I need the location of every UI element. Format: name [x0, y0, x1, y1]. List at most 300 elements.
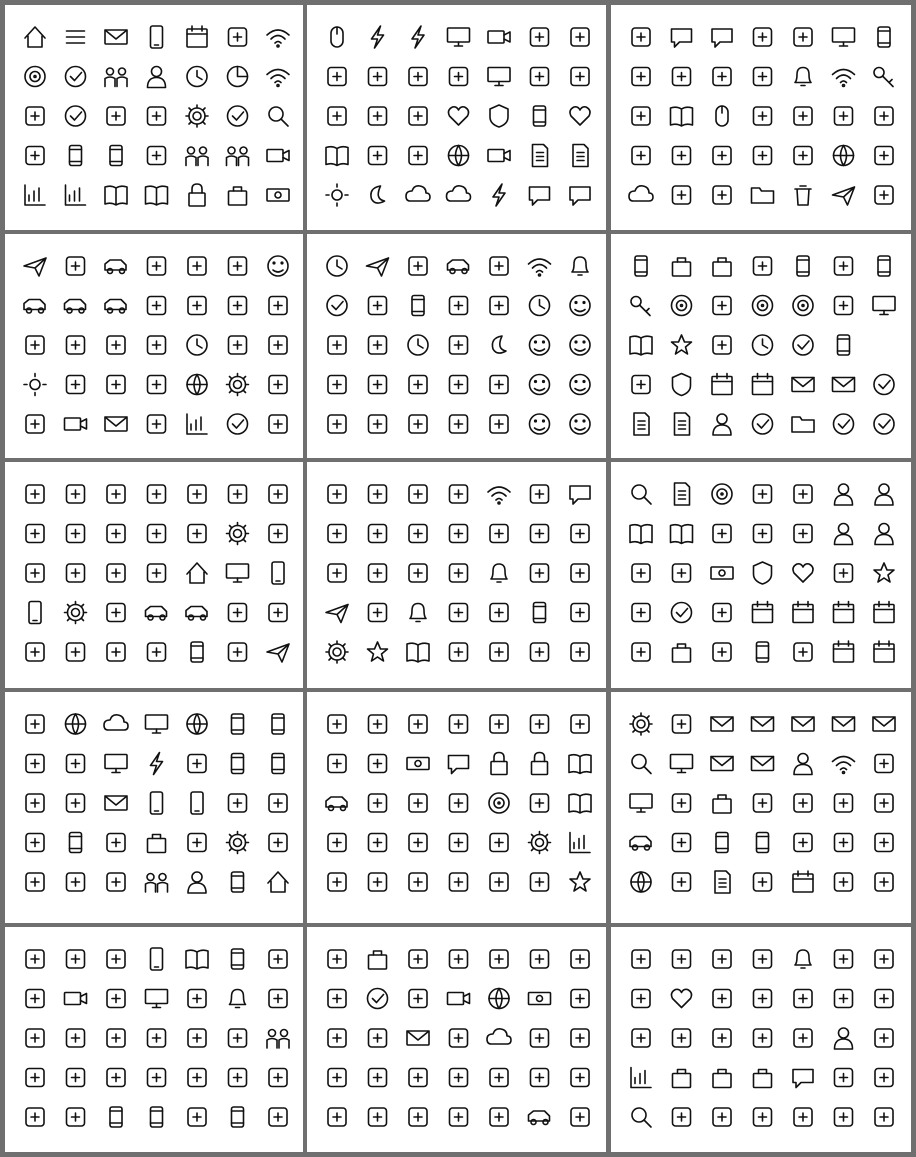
broom-icon [875, 834, 893, 852]
target-arrow-icon [712, 484, 732, 504]
lighthouse-icon [268, 872, 288, 892]
awareness-ribbon-icon [26, 950, 44, 968]
clipboard-check-icon [874, 414, 894, 434]
burst-icon [326, 641, 348, 663]
moon-icon [371, 186, 385, 203]
newspaper-icon [186, 950, 208, 969]
spine-icon [673, 1029, 691, 1047]
can-icon [110, 1107, 122, 1127]
panel-2-1-icons [5, 234, 303, 458]
calendar-star-icon [874, 602, 894, 623]
face-mask-icon [268, 256, 288, 276]
snail-icon [490, 873, 508, 891]
handbag-icon [148, 835, 166, 853]
layers-icon [328, 376, 346, 394]
calendar-heart-icon [793, 602, 813, 623]
checklist-pencil-icon [672, 603, 692, 623]
compass-icon [631, 872, 651, 892]
panel-3-3-icons [611, 462, 911, 688]
ruler-icon [229, 297, 247, 315]
diploma-icon [671, 525, 693, 544]
panel-1-1 [5, 5, 303, 230]
partly-cloudy-icon [447, 186, 471, 201]
pants-icon [229, 1029, 247, 1047]
ruler-icon [148, 147, 166, 165]
bed-icon [26, 834, 44, 852]
music-note-icon [107, 376, 125, 394]
pea-pod-icon [754, 950, 772, 968]
panel-2-1 [5, 234, 303, 458]
mailbox-icon [105, 796, 127, 810]
crossed-hammers-icon [409, 564, 427, 582]
baby-stroller-icon [490, 715, 508, 733]
pagoda-icon [794, 1108, 812, 1126]
car-battery-icon [448, 260, 469, 274]
spring-icon [754, 794, 772, 812]
calendar-add-icon [712, 374, 732, 395]
user-sound-icon [833, 757, 855, 774]
panel-3-1-icons [5, 462, 303, 688]
night-icon [492, 336, 506, 353]
sun-icon [326, 184, 348, 206]
panel-2-2-icons [307, 234, 606, 458]
laurel-wreath-icon [835, 564, 853, 582]
t-shirt-icon [107, 1029, 125, 1047]
flashlight-icon [794, 643, 812, 661]
laptop-icon [833, 28, 855, 46]
helicopter-icon [328, 525, 346, 543]
mail-refresh-icon [711, 717, 733, 731]
anchor-icon [369, 376, 387, 394]
paper-clip-icon [148, 376, 166, 394]
panel-4-1-icons [5, 692, 303, 923]
headphones-icon [632, 147, 650, 165]
skull-icon [67, 564, 85, 582]
sword-icon [450, 525, 468, 543]
suitcase-icon [713, 258, 731, 276]
scales-icon [632, 643, 650, 661]
paper-plane-icon [24, 258, 46, 276]
folder-icon [752, 188, 774, 203]
panel-3-2-icons [307, 462, 606, 688]
hand-icon [328, 107, 346, 125]
ram-module-icon [107, 990, 125, 1008]
sprinkler-icon [531, 525, 549, 543]
browser-settings-icon [630, 713, 652, 735]
tractor-icon [326, 797, 347, 811]
projector-icon [65, 993, 87, 1005]
file-add-icon [634, 413, 649, 435]
file-icon [675, 413, 690, 435]
chat-bubble-icon [530, 187, 550, 205]
domino-icon [835, 1108, 853, 1126]
antenna-icon [488, 487, 510, 504]
shield-icon [490, 105, 508, 127]
chat-bubbles-icon [570, 187, 590, 205]
user-check-icon [753, 414, 773, 434]
airplane-icon [367, 258, 389, 276]
mountains-icon [632, 107, 650, 125]
download-icon [409, 68, 427, 86]
footprints-icon [713, 643, 731, 661]
glasses-icon [757, 833, 769, 853]
cleaver-icon [369, 564, 387, 582]
frown-icon [570, 375, 590, 395]
lock-icon [189, 184, 205, 206]
can-icon [151, 1107, 163, 1127]
panel-3-2 [307, 462, 606, 688]
thumbs-down-icon [794, 28, 812, 46]
stop-hand-icon [490, 297, 508, 315]
rotate-icon [673, 834, 691, 852]
disc-icon [834, 146, 854, 166]
chevrons-up-icon [409, 873, 427, 891]
rank-chevrons-icon [450, 873, 468, 891]
laptop-settings-icon [65, 602, 87, 624]
stereo-icon [67, 1029, 85, 1047]
price-tag-icon [369, 107, 387, 125]
mortar-pestle-icon [369, 715, 387, 733]
shield-icon [673, 374, 691, 396]
checklist-icon [368, 989, 388, 1009]
panel-1-2-icons [307, 5, 606, 230]
uterus-icon [713, 1029, 731, 1047]
chest-icon [369, 873, 387, 891]
boxing-glove-icon [67, 950, 85, 968]
safe-icon [531, 950, 549, 968]
service-bell-icon [572, 257, 588, 275]
document-search-icon [632, 1108, 651, 1127]
keypad-icon [631, 297, 650, 316]
calendar-refresh-icon [834, 641, 854, 662]
truck-icon [186, 607, 207, 621]
leaves-icon [67, 525, 85, 543]
bell-pepper-icon [795, 950, 811, 968]
computer-icon [227, 564, 249, 582]
search-icon [269, 107, 288, 126]
badge-icon [148, 257, 166, 275]
gauge-mid-icon [369, 415, 387, 433]
certificate-icon [630, 525, 652, 544]
smartphone-icon [272, 562, 284, 584]
winter-hat-icon [188, 1029, 206, 1047]
network-icon [188, 834, 206, 852]
chart-window-icon [570, 833, 590, 853]
barcode-icon [571, 715, 589, 733]
cash-icon [407, 758, 429, 770]
bell-icon [795, 68, 811, 86]
phone-settings-icon [191, 792, 203, 814]
satellite-dish-icon [450, 485, 468, 503]
crossed-swords-icon [490, 525, 508, 543]
pencil-icon [713, 604, 731, 622]
lightbulb-icon [107, 950, 125, 968]
birthday-cake-icon [269, 415, 287, 433]
skip-forward-icon [26, 485, 44, 503]
laptop-bolt-icon [151, 753, 163, 775]
table-lamp-icon [188, 257, 206, 275]
steering-wheel-icon [229, 1069, 247, 1087]
dice-icon [713, 1108, 731, 1126]
plant-pot-icon [328, 755, 346, 773]
banana-icon [490, 1069, 508, 1087]
sun-half-icon [24, 374, 46, 396]
watermelon-icon [531, 1029, 549, 1047]
nurse-icon [875, 524, 893, 545]
globe-stand-icon [489, 989, 509, 1009]
shopping-bag-icon [673, 644, 691, 662]
zoom-icon [632, 485, 651, 504]
spiral-target-icon [489, 793, 509, 813]
telescope-icon [148, 1069, 166, 1087]
award-ribbon-icon [328, 68, 346, 86]
drink-cup-icon [110, 146, 122, 166]
checkbox-icon [66, 106, 86, 126]
wink-icon [530, 414, 550, 434]
ticket-icon [711, 567, 733, 579]
hard-drive-icon [188, 990, 206, 1008]
hair-dryer-icon [269, 834, 287, 852]
lungs-icon [794, 794, 812, 812]
flash-drive-icon [632, 376, 650, 394]
heart-organ-icon [672, 989, 692, 1007]
mountain-flag-icon [673, 564, 691, 582]
panel-3-1 [5, 462, 303, 688]
share-icon [450, 68, 468, 86]
paw-icon [369, 794, 387, 812]
panel-2-2 [307, 234, 606, 458]
ear-icon [875, 873, 893, 891]
office-building-icon [754, 525, 772, 543]
panel-5-3 [611, 927, 911, 1152]
beer-glass-icon [635, 256, 647, 276]
browser-window-icon [873, 297, 895, 315]
coins-icon [188, 755, 206, 773]
corn-icon [713, 950, 731, 968]
bone-icon [835, 990, 853, 1008]
eye-icon [450, 834, 468, 852]
calendar-bell-icon [834, 602, 854, 623]
user-add-icon [713, 414, 731, 435]
lollipop-icon [754, 873, 772, 891]
mute-icon [571, 604, 589, 622]
mushroom-icon [490, 950, 508, 968]
wallet-icon [529, 993, 551, 1005]
document-check-icon [874, 375, 894, 395]
lightbulb-icon [369, 68, 387, 86]
24-hours-icon [450, 643, 468, 661]
shield-check-icon [228, 106, 248, 126]
panel-4-2-icons [307, 692, 606, 923]
battery-full-icon [490, 257, 508, 275]
sprout-icon [328, 715, 346, 733]
panel-5-3-icons [611, 927, 911, 1152]
surprised-icon [530, 375, 550, 395]
thermometer-icon [229, 257, 247, 275]
game-controller-icon [67, 336, 85, 354]
microphone-icon [369, 147, 387, 165]
bug-icon [188, 1069, 206, 1087]
ufo-icon [328, 950, 346, 968]
scissors-icon [875, 147, 893, 165]
safe-icon [531, 794, 549, 812]
first-aid-kit-icon [673, 258, 691, 276]
volcano-icon [757, 642, 769, 662]
external-link-icon [269, 485, 287, 503]
dizzy-face-icon [570, 414, 590, 434]
map-pin-icon [671, 107, 693, 126]
cube-icon [148, 297, 166, 315]
target-icon [753, 296, 773, 316]
beer-mug-icon [412, 296, 424, 316]
skull-crossbones-icon [26, 564, 44, 582]
envelope-fast-icon [407, 1031, 429, 1045]
energy-can-icon [232, 714, 244, 734]
headset-icon [148, 107, 166, 125]
alarm-icon [408, 335, 428, 355]
utensils-icon [328, 990, 346, 1008]
mail-add-icon [873, 717, 895, 731]
sad-icon [570, 335, 590, 355]
palette-icon [835, 297, 853, 315]
storm-cloud-icon [493, 184, 505, 206]
soda-can-icon [232, 754, 244, 774]
webcam-icon [448, 993, 470, 1005]
panel-5-2-icons [307, 927, 606, 1152]
pineapple-icon [571, 1029, 589, 1047]
book-icon [569, 794, 591, 813]
calculator-icon [490, 376, 508, 394]
compass-icon [187, 375, 207, 395]
user-settings-icon [188, 872, 206, 893]
pen-tablet-icon [269, 950, 287, 968]
menu-icon [67, 31, 85, 43]
usb-plug-icon [571, 68, 589, 86]
grapes-icon [369, 1108, 387, 1126]
orange-slice-icon [450, 1108, 468, 1126]
router-icon [673, 147, 691, 165]
phone-ring-icon [875, 755, 893, 773]
target-icon [793, 296, 813, 316]
soda-cup-icon [797, 256, 809, 276]
trash-icon [795, 186, 811, 205]
sedan-icon [65, 300, 86, 314]
dumbbell-icon [410, 604, 426, 622]
lemon-icon [409, 1108, 427, 1126]
sliders-icon [875, 107, 893, 125]
no-entry-icon [328, 834, 346, 852]
soda-can-icon [272, 714, 284, 734]
soda-can-icon [70, 833, 82, 853]
virus-icon [227, 374, 249, 396]
music-note-icon [26, 755, 44, 773]
crown-icon [794, 834, 812, 852]
wrench-icon [632, 28, 650, 46]
gem-icon [369, 834, 387, 852]
mail-icon [792, 378, 814, 392]
television-icon [488, 68, 510, 86]
gear-sun-icon [529, 832, 551, 854]
panel-1-2 [307, 5, 606, 230]
mail-check-icon [833, 378, 855, 392]
film-reel-icon [66, 714, 86, 734]
skateboard-icon [269, 794, 287, 812]
chicken-leg-icon [875, 950, 893, 968]
brain-icon [632, 990, 650, 1008]
home-icon [25, 27, 45, 47]
panel-4-2 [307, 692, 606, 923]
globe-icon [449, 146, 469, 166]
shooting-star-icon [570, 872, 590, 891]
voicemail-icon [105, 417, 127, 431]
hourglass-icon [534, 106, 546, 126]
panel-5-1 [5, 927, 303, 1152]
piggy-bank-icon [369, 485, 387, 503]
fishing-rod-icon [632, 564, 650, 582]
fishing-hook-icon [450, 715, 468, 733]
coffee-cup-icon [878, 256, 890, 276]
boot-icon [67, 1069, 85, 1087]
shopping-bag-icon [229, 187, 247, 205]
panel-1-3 [611, 5, 911, 230]
puzzle-piece-icon [148, 336, 166, 354]
mail-search-icon [711, 757, 733, 771]
documents-icon [573, 145, 588, 167]
fish-icon [26, 336, 44, 354]
alarm-clock-icon [530, 296, 550, 316]
cast-icon [571, 28, 589, 46]
lightning-icon [372, 26, 384, 48]
curved-monitor-icon [146, 990, 168, 1008]
seal-check-icon [327, 296, 347, 316]
campfire-icon [450, 376, 468, 394]
garlic-icon [632, 950, 650, 968]
phone-tall-icon [151, 948, 163, 970]
capitol-icon [794, 525, 812, 543]
toolbox-icon [713, 795, 731, 813]
monitor-icon [448, 28, 470, 46]
hierarchy-icon [571, 643, 589, 661]
anchor-icon [409, 376, 427, 394]
joystick-icon [107, 604, 125, 622]
magnet-icon [835, 107, 853, 125]
molecule-icon [835, 794, 853, 812]
cylinder-icon [191, 642, 203, 662]
mushroom-cloud-icon [487, 1029, 511, 1044]
weight-icon [409, 794, 427, 812]
money-bag-icon [369, 951, 387, 969]
liver-icon [754, 990, 772, 1008]
panel-1-1-icons [5, 5, 303, 230]
team-icon [146, 874, 168, 893]
magic-wand-icon [67, 755, 85, 773]
forward-icon [794, 107, 812, 125]
flag-icon [673, 68, 691, 86]
shuffle-icon [148, 485, 166, 503]
sand-castle-icon [754, 1108, 772, 1126]
bottle-icon [232, 1107, 244, 1127]
pear-icon [571, 1069, 589, 1087]
cloud-check-icon [793, 335, 813, 355]
eye-circle-icon [67, 873, 85, 891]
carrot-icon [529, 1111, 550, 1125]
phone-chat-icon [449, 756, 469, 774]
folder-check-icon [834, 414, 854, 434]
backpack-icon [754, 1070, 772, 1088]
heartbeat-icon [570, 107, 590, 125]
steam-bag-icon [267, 1030, 289, 1049]
microscope-icon [409, 990, 427, 1008]
